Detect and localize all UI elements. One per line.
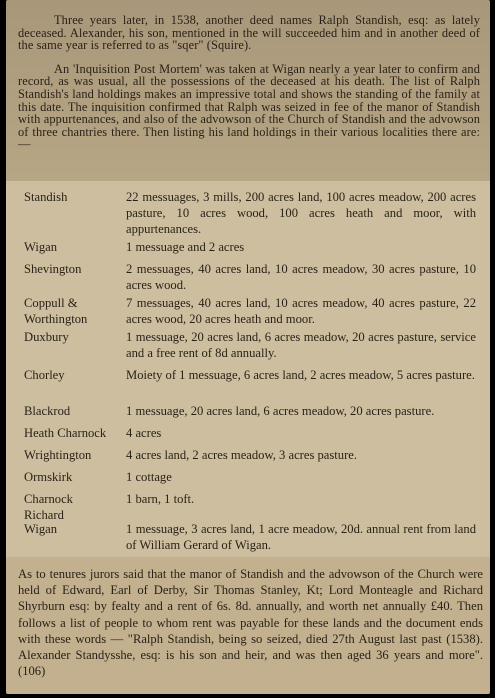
holding-detail: 1 cottage xyxy=(126,470,172,484)
place-name: Wigan xyxy=(24,522,58,536)
holding-detail: 1 messuage, 3 acres land, 1 acre meadow, 20d. annual rent from land of William Gerard of Wigan. xyxy=(126,522,476,552)
land-holdings-table xyxy=(6,181,490,557)
place-name: Coppull & Worthington xyxy=(24,296,88,326)
intro-paragraph-1: Three years later, in 1538, another deed names Ralph Standish, esq: as lately deceased. Alexander, his son, mentioned in the will succeeded him and in another deed of the same year is referred to as "sqer" (Squire). xyxy=(18,13,480,53)
closing-text: As to tenures jurors said that the manor of Standish and the advowson of the Church were held of Edward, Earl of Derby, Sir Thomas Stanley, Kt; Lord Monteagle and Richard Shyrburn esq: by fealty and a rent of 6s. 8d. annually, and worth net annually £40. Then follows a list of people to whom rent was payable for these lands and the document ends with these words — "Ralph Standish, being so seized, died 27th August last past (1538). Alexander Standysshe, esq: is his son and heir, and was then aged 36 years and more". (106) xyxy=(18,567,483,679)
place-name: Chorley xyxy=(24,368,65,382)
closing-paragraph xyxy=(18,566,483,679)
place-name: Shevington xyxy=(24,262,82,276)
holding-detail: 1 messuage, 20 acres land, 6 acres meadow, 20 acres pasture. xyxy=(126,404,435,418)
holding-detail: 1 barn, 1 toft. xyxy=(126,492,195,506)
place-name: Blackrod xyxy=(24,404,71,418)
place-name: Wigan xyxy=(24,240,58,254)
place-name: Heath Charnock xyxy=(24,426,107,440)
place-name: Wrightington xyxy=(24,448,92,462)
place-name: Charnock Richard xyxy=(24,492,73,522)
holding-detail: 4 acres xyxy=(126,426,162,440)
intro-paragraph-2: An 'Inquisition Post Mortem' was taken at Wigan nearly a year later to confirm and record, as was usual, all the possessions of the deceased at his death. The list of Ralph Standish's land holdings makes an impressive total and shows the standing of the family at this date. The inquisition confirmed that Ralph was seized in fee of the manor of Standish with appurtenances, and also of the advowson of the Church of Standish and the advowson of three chantries there. Then listing his land holdings in their various localities there are:— xyxy=(18,61,480,152)
holding-detail: 7 messuages, 40 acres land, 10 acres meadow, 40 acres pasture, 22 acres wood, 20 acres heath and moor. xyxy=(126,296,476,326)
holding-detail: 1 messuage and 2 acres xyxy=(126,240,245,254)
holding-detail: Moiety of 1 messuage, 6 acres land, 2 acres meadow, 5 acres pasture. xyxy=(126,368,475,382)
intro-text xyxy=(18,14,480,151)
holding-detail: 1 messuage, 20 acres land, 6 acres meadow, 20 acres pasture, service and a free rent of 8d annually. xyxy=(126,330,476,360)
holding-detail: 22 messuages, 3 mills, 200 acres land, 100 acres meadow, 200 acres pasture, 10 acres wood, 100 acres heath and moor, with appurtenances. xyxy=(126,190,476,236)
holding-detail: 4 acres land, 2 acres meadow, 3 acres pasture. xyxy=(126,448,358,462)
place-name: Duxbury xyxy=(24,330,69,344)
place-name: Standish xyxy=(24,190,68,204)
place-name: Ormskirk xyxy=(24,470,73,484)
holding-detail: 2 messuages, 40 acres land, 10 acres meadow, 30 acres pasture, 10 acres wood. xyxy=(126,262,476,292)
